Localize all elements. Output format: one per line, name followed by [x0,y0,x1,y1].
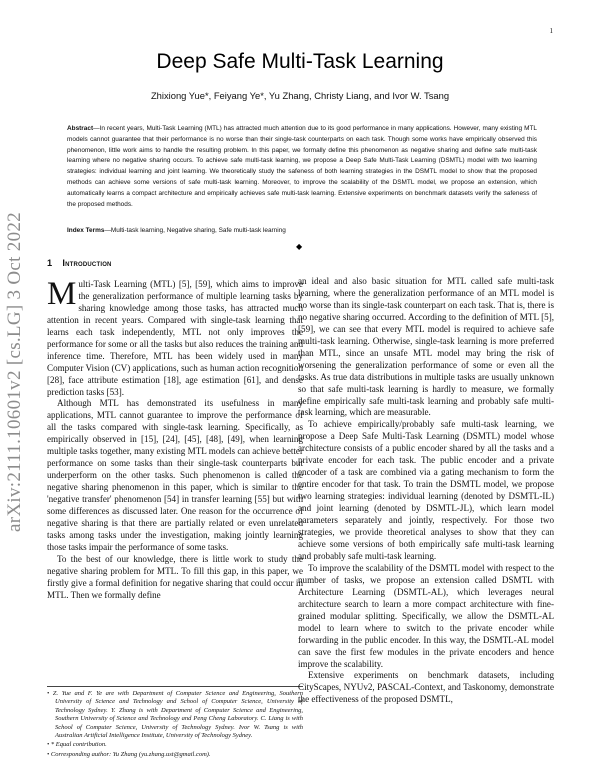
right-column [298,276,554,706]
section-title: Introduction [62,258,112,268]
footnote: • * Equal contribution. [47,741,107,749]
abstract-label: Abstract [67,125,94,132]
footnote: • Corresponding author: Yu Zhang (yu.zhang.ust@gmail.com). [47,750,211,758]
paragraph: To improve the scalability of the DSMTL model with respect to the number of tasks, we propose an extension called DSMTL with Architecture Learning (DSMTL-AL), which leverages neural architecture search to learn a more compact architecture with fine-grained modular splitting. Specifically, we allow the DSMTL-AL model to learn where to switch to the private encoder while forwarding in the public encoder. In this way, the DSMTL-AL model can save the first few modules in the private encoders and hence improve the scalability. [298,562,554,669]
paper-title: Deep Safe Multi-Task Learning [156,50,444,73]
left-column [47,258,303,602]
index-terms-label: Index Terms [67,227,105,234]
paragraph: Multi-Task Learning (MTL) [5], [59], which aims to improve the generalization performance of multiple learning tasks by sharing knowledge among those tasks, has attracted much attention in recent years. Compared with single-task learning that learns each task independently, MTL not only improves the performance for some or all the tasks but also reduces the training and inference time. Therefore, MTL has been widely used in many Computer Vision (CV) applications, such as human action recognition [28], face attribute estimation [18], age estimation [61], and dense prediction tasks [53]. [47,275,303,397]
paragraph: Although MTL has demonstrated its usefulness in many applications, MTL cannot guarantee to improve the performance of all the tasks compared with single-task learning. Specifically, as empirically observed in [15], [24], [45], [48], [49], when learning multiple tasks together, many existing MTL models can achieve better performance on some tasks than their single-task counterparts but underperform on the other tasks. Such phenomenon is called the negative sharing phenomenon in this paper, which is similar to the 'negative transfer' phenomenon [54] in transfer learning [55] but with some differences as discussed later. One reason for the occurrence of negative sharing is that there are partially related or even unrelated tasks among tasks under the investigation, making jointly learning those tasks impair the performance of some tasks. [47,398,303,552]
abstract-text: —In recent years, Multi-Task Learning (MTL) has attracted much attention due to its good performance in many applications. However, many existing MTL models cannot guarantee that their performance is no worse than their single-task counterparts on each task. Though some works have empirically observed this phenomenon, little work aims to handle the resulting problem. In this paper, we formally define this phenomenon as negative sharing and define safe multi-task learning where no negative sharing occurs. To achieve safe multi-task learning, we propose a Deep Safe Multi-Task Learning (DSMTL) model with two learning strategies: individual learning and joint learning. We theoretically study the safeness of both learning strategies in the DSMTL model to show that the proposed methods can achieve some versions of safe multi-task learning. Moreover, to improve the scalability of the DSMTL model, we propose an extension, which automatically learns a compact architecture and empirically achieves safe multi-task learning. Extensive experiments on benchmark datasets verify the safeness of the proposed methods. [67,125,537,208]
footnotes [47,686,303,760]
author-list: Zhixiong Yue*, Feiyang Ye*, Yu Zhang, Christy Liang, and Ivor W. Tsang [150,90,450,101]
page-number: 1 [549,27,553,35]
footnote: • Z. Yue and F. Ye are with Department of Computer Science and Engineering, Southern University of Science and Technology and School of Computer Science, University of Technology Sydney. Y. Zhang is with Department of Computer Science and Engineering, Southern University of Science and Technology and Peng Cheng Laboratory. C. Liang is with School of Computer Science, University of Technology Sydney. Ivor W. Tsang is with Australian Artificial Intelligence Institute, University of Technology Sydney. [47,690,303,740]
arxiv-identifier: arXiv:2111.10601v2 [cs.LG] 3 Oct 2022 [4,212,25,532]
section-divider-glyph: ◆ [296,242,303,251]
paragraph: To the best of our knowledge, there is little work to study the negative sharing problem for MTL. To fill this gap, in this paper, we firstly give a formal definition for negative sharing that could occur in MTL. Then we formally define [47,553,303,600]
index-terms-text: —Multi-task learning, Negative sharing, Safe multi-task learning [104,227,286,234]
paragraph: Extensive experiments on benchmark datasets, including CityScapes, NYUv2, PASCAL-Context, and Taskonomy, demonstrate the effectiveness of the proposed DSMTL, [298,670,554,705]
section-heading [47,258,303,270]
paragraph: To achieve empirically/probably safe multi-task learning, we propose a Deep Safe Multi-Task Learning (DSMTL) model whose architecture consists of a public encoder shared by all the tasks and a private encoder for each task. The public encoder and a private encoder of a task are combined via a gating mechanism to form the entire encoder for that task. To train the DSMTL model, we propose two learning strategies: individual learning (denoted by DSMTL-IL) and joint learning (denoted by DSMTL-JL), which learn model parameters separately and jointly, respectively. For those two strategies, we provide theoretical analyses to show that they can achieve some versions of both empirically safe multi-task learning and probably safe multi-task learning. [298,419,554,561]
index-terms [67,226,537,237]
abstract [67,124,537,210]
paragraph: an ideal and also basic situation for MTL called safe multi-task learning, where the generalization performance of an MTL model is no worse than its single-task counterpart on each task. That is, there is no negative sharing occurred. According to the definition of MTL [5], [59], we can see that every MTL model is required to achieve safe multi-task learning. Otherwise, single-task learning is more preferred than MTL, since an unsafe MTL model may bring the risk of worsening the generalization performance of some or even all the tasks. As true data distributions in multiple tasks are usually unknown so that safe multi-task learning is hardly to measure, we formally define empirically safe multi-task learning and probably safe multi-task learning, which are measurable. [298,276,554,418]
section-number: 1 [47,258,53,268]
